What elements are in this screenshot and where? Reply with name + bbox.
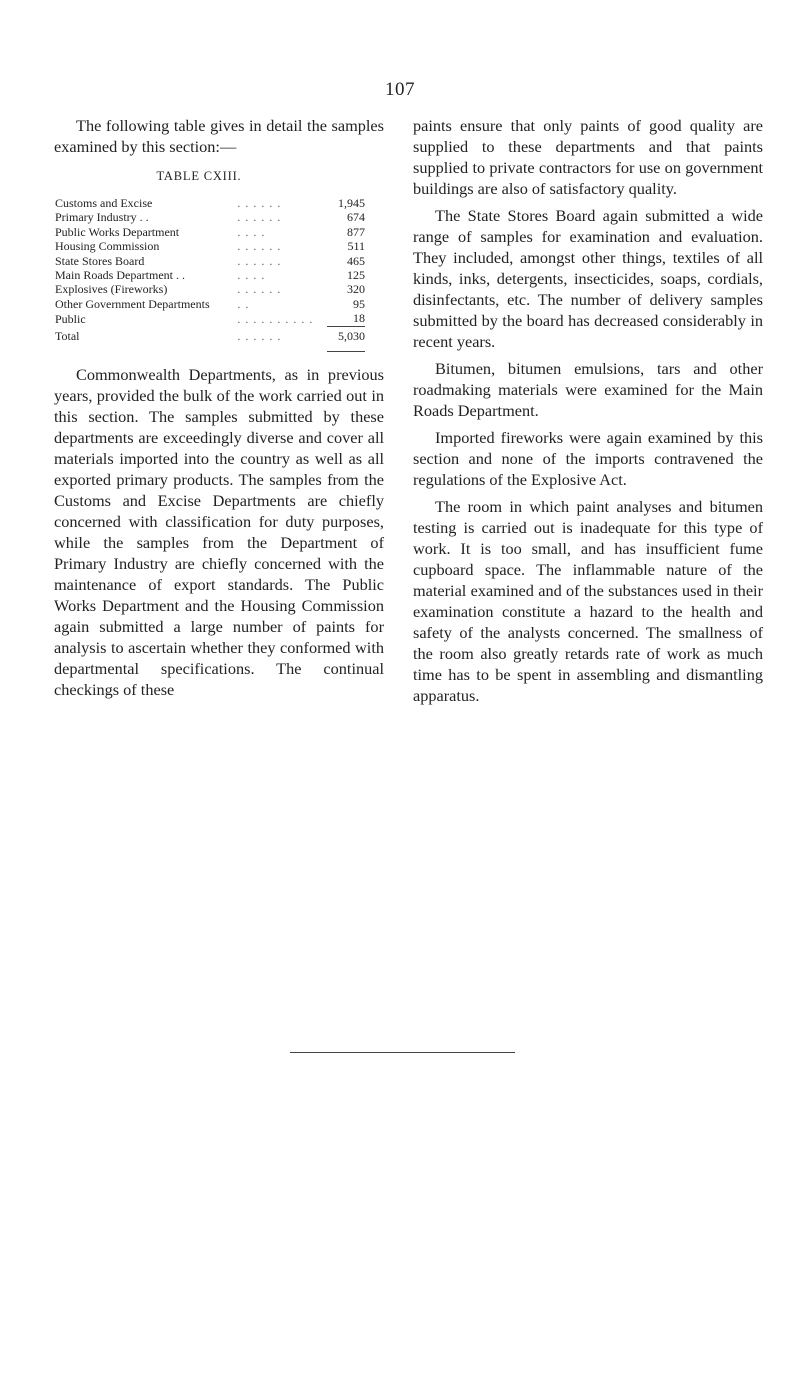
row-leader-dots: . . . . . . (237, 196, 282, 210)
state-stores-paragraph: The State Stores Board again submitted a wide range of samples for examination and evaluation. They included, amongst other things, textiles of all kinds, inks, detergents, insecticides, soaps, cordials, disinfectants, etc. The number of delivery samples submitted by the board has decreased considerably in recent years. (413, 206, 763, 351)
table-row (55, 239, 365, 253)
row-leader-dots: . . . . . . (237, 210, 282, 225)
row-value: 1,945 (338, 196, 365, 210)
row-label: Public (55, 311, 86, 326)
row-value: 511 (347, 239, 365, 254)
row-value: 877 (347, 224, 365, 239)
table-row (55, 311, 365, 326)
row-value: 18 (353, 311, 365, 326)
row-leader-dots: . . . . . . (237, 253, 282, 268)
commonwealth-paragraph: Commonwealth Departments, as in previous years, provided the bulk of the work carried out in this section. The samples submitted by these departments are exceedingly diverse and cover all materials imported into the country as well as all exported primary products. The samples from the Customs and Excise Departments are chiefly concerned with classification for duty purposes, while the samples from the Department of Primary Industry are chiefly concerned with the maintenance of export standards. The Public Works Department and the Housing Commission again submitted a large number of paints for analysis to ascertain whether they conformed with departmental specifications. The continual checkings of these (54, 365, 384, 700)
table-row (55, 254, 365, 268)
row-leader-dots: . . . . . . . . . . (237, 311, 314, 326)
row-value: 95 (353, 296, 365, 311)
row-label: Explosives (Fireworks) (55, 282, 168, 297)
footer-rule (290, 1052, 515, 1053)
row-label: Primary Industry . . (55, 210, 149, 225)
row-leader-dots: . . . . . . (237, 282, 282, 297)
right-column (413, 115, 763, 706)
bitumen-paragraph: Bitumen, bitumen emulsions, tars and other roadmaking materials were examined for the Main Roads Department. (413, 359, 763, 420)
row-leader-dots: . . . . (237, 224, 266, 239)
table-row (55, 268, 365, 282)
row-label: Main Roads Department . . (55, 268, 185, 283)
table-title: TABLE CXIII. (156, 169, 242, 183)
row-label: State Stores Board (55, 253, 145, 268)
samples-table (55, 196, 365, 352)
paints-continuation-paragraph: paints ensure that only paints of good quality are supplied to these departments and that paints supplied to private contractors for use on government buildings are also of satisfactory quality. (413, 116, 763, 198)
table-row (55, 196, 365, 210)
table-row (55, 297, 365, 311)
total-row (55, 329, 365, 343)
total-label: Total (55, 328, 80, 343)
page-number: 107 (385, 79, 415, 100)
row-value: 465 (347, 253, 365, 268)
row-leader-dots: . . (237, 296, 250, 311)
intro-paragraph: The following table gives in detail the samples examined by this section:— (54, 116, 384, 156)
table-row (55, 225, 365, 239)
table-bottom-rule (55, 343, 365, 352)
row-label: Customs and Excise (55, 196, 153, 210)
room-paragraph: The room in which paint analyses and bitumen testing is carried out is inadequate for this type of work. It is too small, and has insufficient fume cupboard space. The inflammable nature of the material examined and of the substances used in their examination constitute a hazard to the health and safety of the analysts concerned. The smallness of the room also greatly retards rate of work as much time has to be spent in assembling and dismantling apparatus. (413, 497, 763, 705)
row-value: 125 (347, 268, 365, 283)
row-leader-dots: . . . . (237, 268, 266, 283)
row-label: Public Works Department (55, 224, 180, 239)
row-label: Housing Commission (55, 239, 160, 254)
fireworks-paragraph: Imported fireworks were again examined by this section and none of the imports contravened the regulations of the Explosive Act. (413, 428, 763, 489)
table-row (55, 282, 365, 296)
row-label: Other Government Departments (55, 296, 210, 311)
left-column (54, 115, 384, 700)
row-leader-dots: . . . . . . (237, 239, 282, 254)
total-leader-dots: . . . . . . (237, 328, 282, 343)
table-row (55, 210, 365, 224)
total-value: 5,030 (338, 328, 365, 343)
row-value: 674 (347, 210, 365, 225)
row-value: 320 (347, 282, 365, 297)
